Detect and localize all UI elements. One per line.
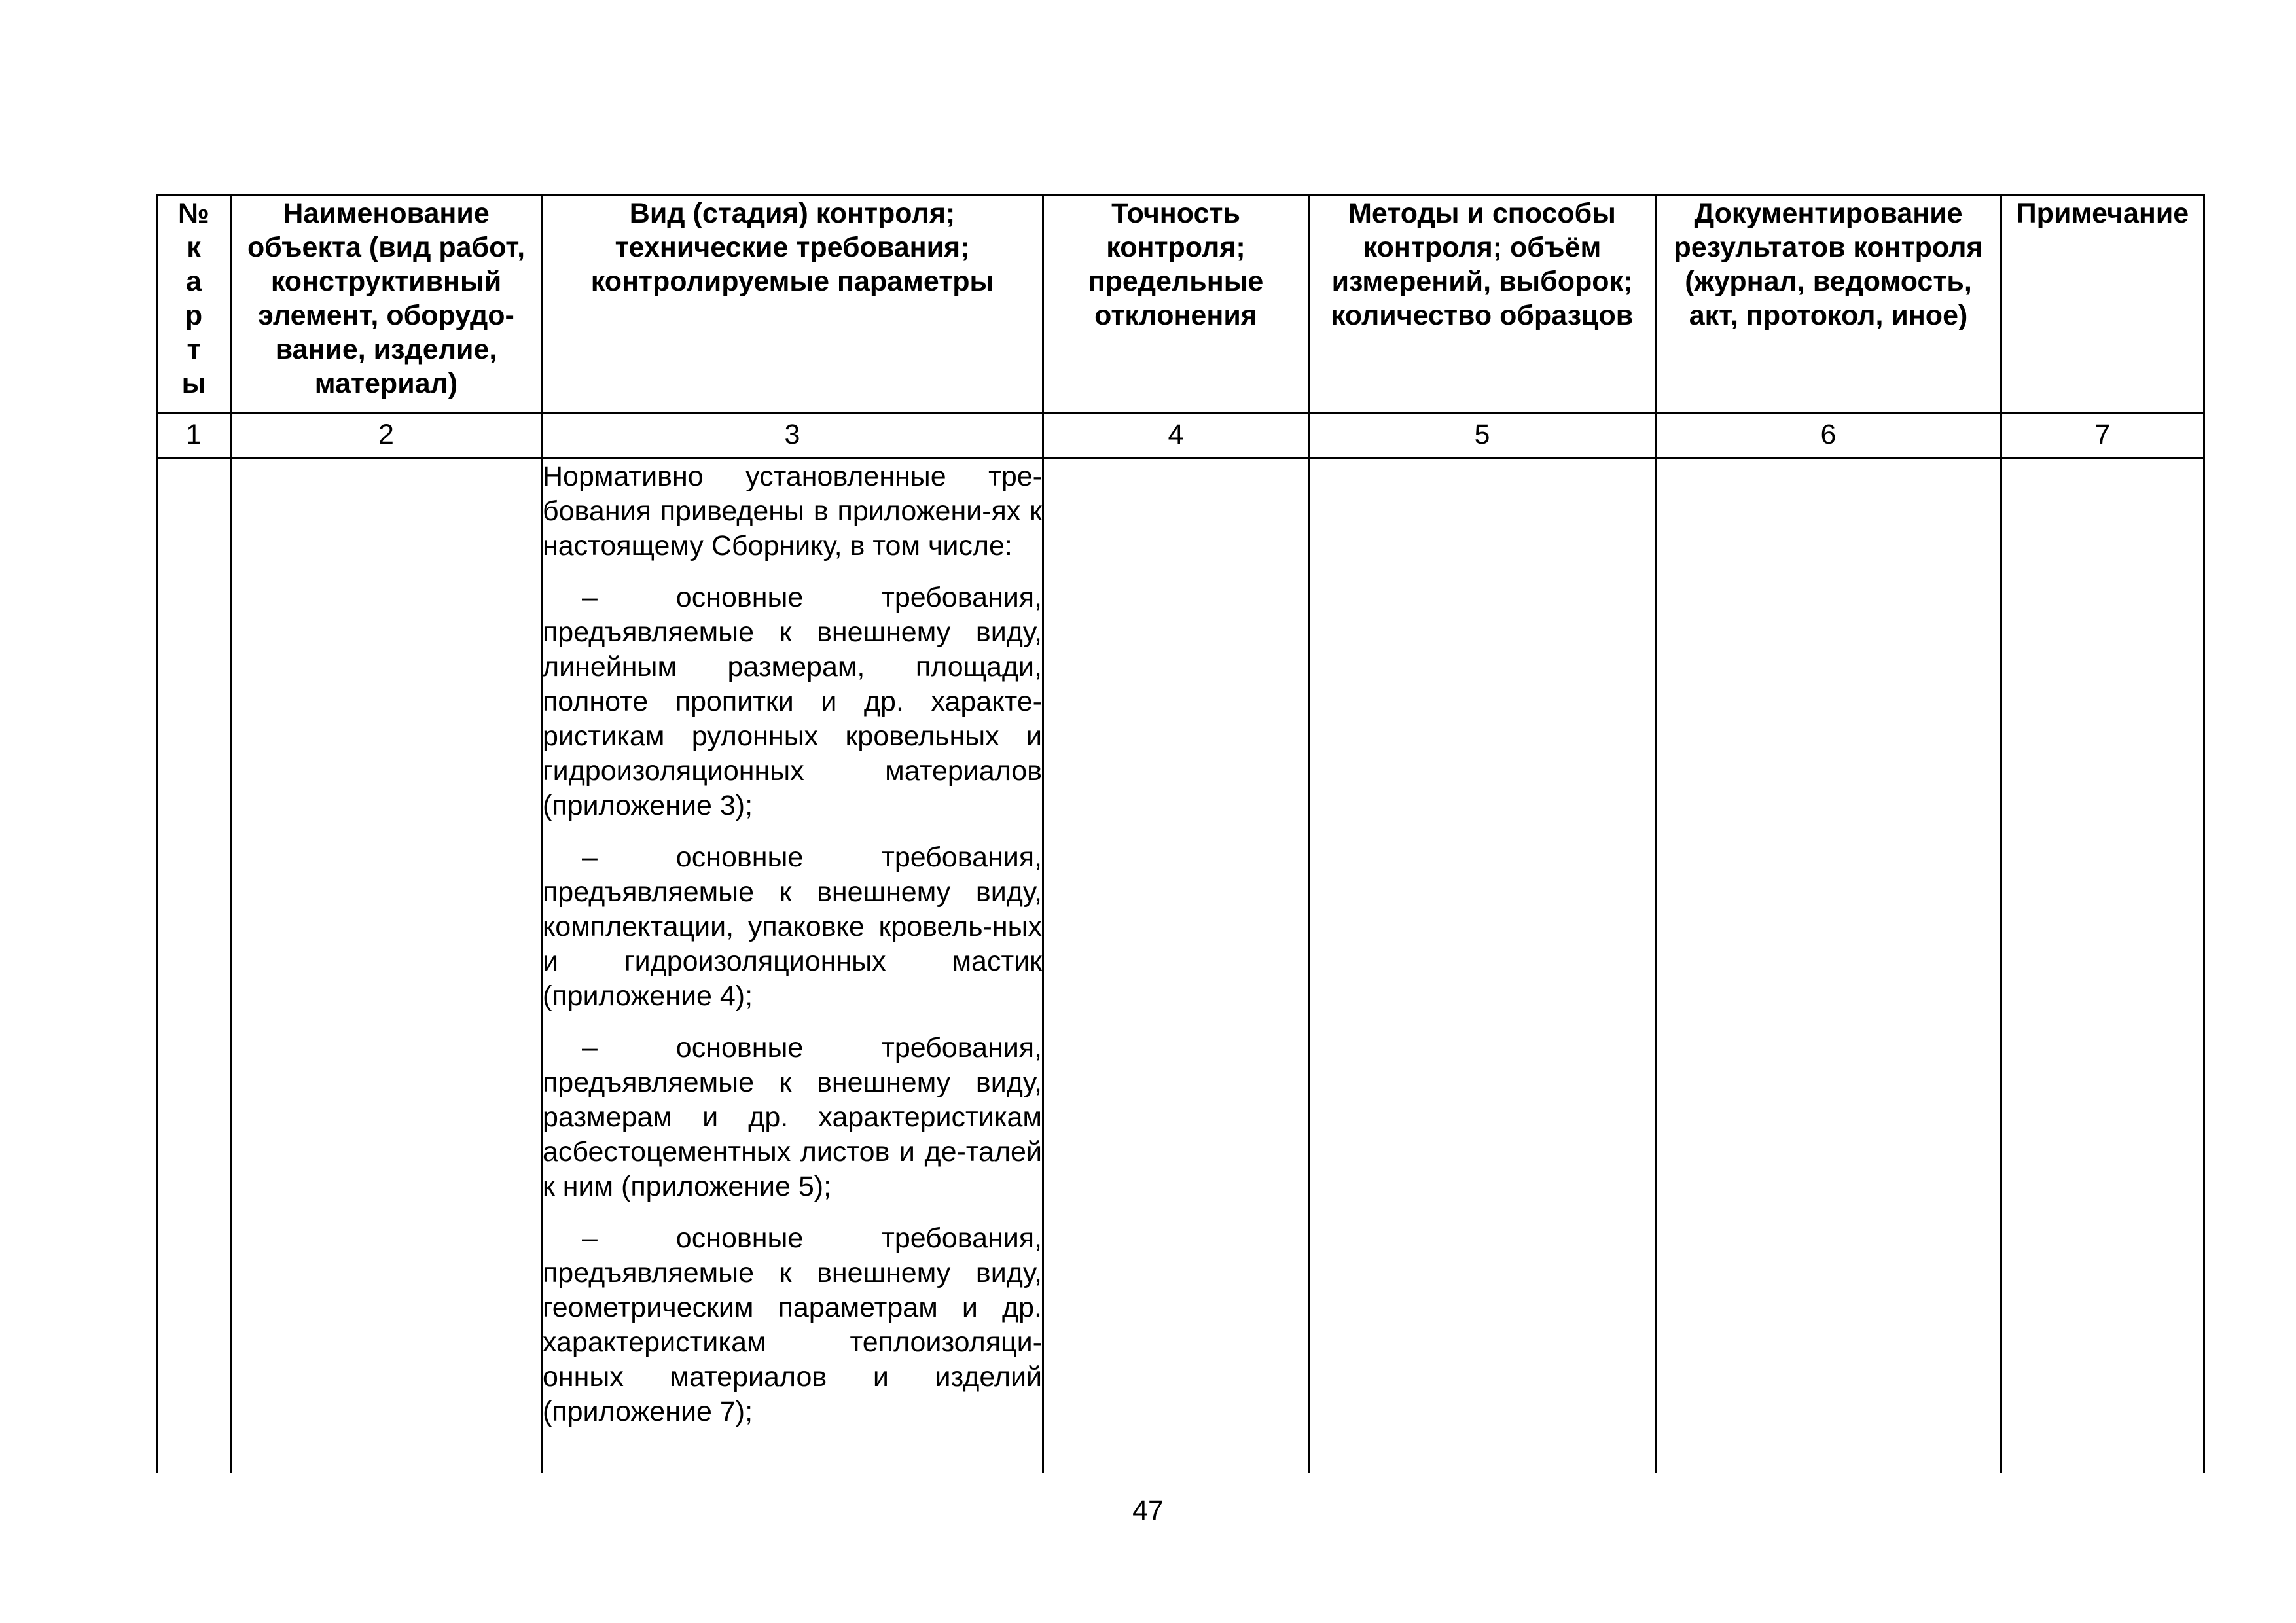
card-number-cell	[157, 459, 231, 1474]
header-documentation: Документирование результатов контроля (журнал, ведомость, акт, протокол, иное)	[1656, 196, 2001, 414]
header-methods: Методы и способы контроля; объём измерений, выборок; количество образцов	[1309, 196, 1656, 414]
header-row	[157, 196, 2204, 414]
header-accuracy: Точность контроля; предельные отклонения	[1043, 196, 1309, 414]
header-object-name: Наименование объекта (вид работ, конструктивный элемент, оборудо-вание, изделие, материал)	[231, 196, 542, 414]
column-number: 3	[542, 414, 1043, 459]
requirements-intro: Нормативно установленные тре-бования приведены в приложени-ях к настоящему Сборнику, в том числе:	[543, 461, 1042, 562]
note-cell	[2001, 459, 2204, 1474]
column-number: 1	[157, 414, 231, 459]
header-card-number: № к а р т ы	[157, 196, 231, 414]
page-number: 47	[1132, 1495, 1164, 1526]
requirement-item: – основные требования, предъявляемые к внешнему виду, геометрическим параметрам и др. характеристикам теплоизоляци-онных материалов и изделий (приложение 7);	[543, 1222, 1042, 1427]
header-note: Примечание	[2001, 196, 2204, 414]
column-number: 2	[231, 414, 542, 459]
column-number: 4	[1043, 414, 1309, 459]
requirement-item: – основные требования, предъявляемые к внешнему виду, размерам и др. характеристикам асбестоцементных листов и де-талей к ним (приложение 5);	[543, 1032, 1042, 1202]
requirement-item: – основные требования, предъявляемые к внешнему виду, линейным размерам, площади, полноте пропитки и др. характе-ристикам рулонных кровельных и гидроизоляционных материалов (приложение 3);	[543, 582, 1042, 821]
requirements-cell	[542, 459, 1043, 1474]
control-table	[156, 194, 2205, 1473]
column-number: 6	[1656, 414, 2001, 459]
accuracy-cell	[1043, 459, 1309, 1474]
table-row	[157, 459, 2204, 1474]
requirement-item: – основные требования, предъявляемые к внешнему виду, комплектации, упаковке кровель-ных и гидроизоляционных мастик (приложение 4);	[543, 842, 1042, 1012]
methods-cell	[1309, 459, 1656, 1474]
documentation-cell	[1656, 459, 2001, 1474]
column-numbers-row	[157, 414, 2204, 459]
object-name-cell	[231, 459, 542, 1474]
header-control-type: Вид (стадия) контроля; технические требования; контролируемые параметры	[542, 196, 1043, 414]
column-number: 5	[1309, 414, 1656, 459]
column-number: 7	[2001, 414, 2204, 459]
